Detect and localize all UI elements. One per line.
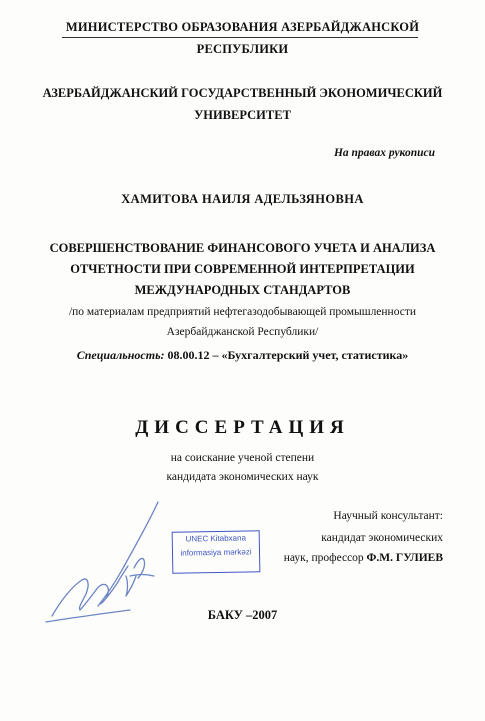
stamp-line-1: UNEC Kitabxana	[185, 533, 247, 544]
title-line-3: МЕЖДУНАРОДНЫХ СТАНДАРТОВ	[134, 283, 351, 297]
consultant-label: Научный консультант:	[333, 510, 443, 522]
document-type: ДИССЕРТАЦИЯ	[135, 417, 350, 438]
consultant-degree: кандидат экономических	[321, 532, 443, 544]
specialty-value: 08.00.12 – «Бухгалтерский учет, статистика»	[164, 348, 409, 362]
ministry-line-2: РЕСПУБЛИКИ	[196, 42, 289, 56]
manuscript-note: На правах рукописи	[333, 147, 435, 159]
university-line-2: УНИВЕРСИТЕТ	[194, 108, 291, 122]
author-name: ХАМИТОВА НАИЛЯ АДЕЛЬЗЯНОВНА	[121, 192, 364, 206]
consultant-title	[284, 552, 443, 564]
title-line-2: ОТЧЕТНОСТИ ПРИ СОВРЕМЕННОЙ ИНТЕРПРЕТАЦИИ	[70, 262, 415, 276]
specialty-label: Специальность:	[76, 348, 165, 362]
header-rule	[62, 37, 418, 38]
stamp-line-2: informasiya mərkəzi	[180, 547, 252, 558]
ministry-line-1: МИНИСТЕРСТВО ОБРАЗОВАНИЯ АЗЕРБАЙДЖАНСКОЙ	[65, 20, 420, 34]
city-year: БАКУ –2007	[207, 608, 278, 622]
university-line-1: АЗЕРБАЙДЖАНСКИЙ ГОСУДАРСТВЕННЫЙ ЭКОНОМИЧЕСКИЙ	[42, 86, 443, 100]
consultant-name: Ф.М. ГУЛИЕВ	[366, 552, 443, 564]
degree-line-2: кандидата экономических наук	[166, 471, 319, 483]
consultant-title-prefix: наук, профессор	[283, 552, 367, 564]
title-line-1: СОВЕРШЕНСТВОВАНИЕ ФИНАНСОВОГО УЧЕТА И АНАЛИЗА	[49, 241, 436, 255]
title-note-line-1: /по материалам предприятий нефтегазодобывающей промышленности	[68, 306, 417, 318]
degree-line-1: на соискание ученой степени	[170, 452, 315, 464]
title-note-line-2: Азербайджанской Республики/	[166, 326, 319, 338]
specialty	[0, 348, 485, 363]
